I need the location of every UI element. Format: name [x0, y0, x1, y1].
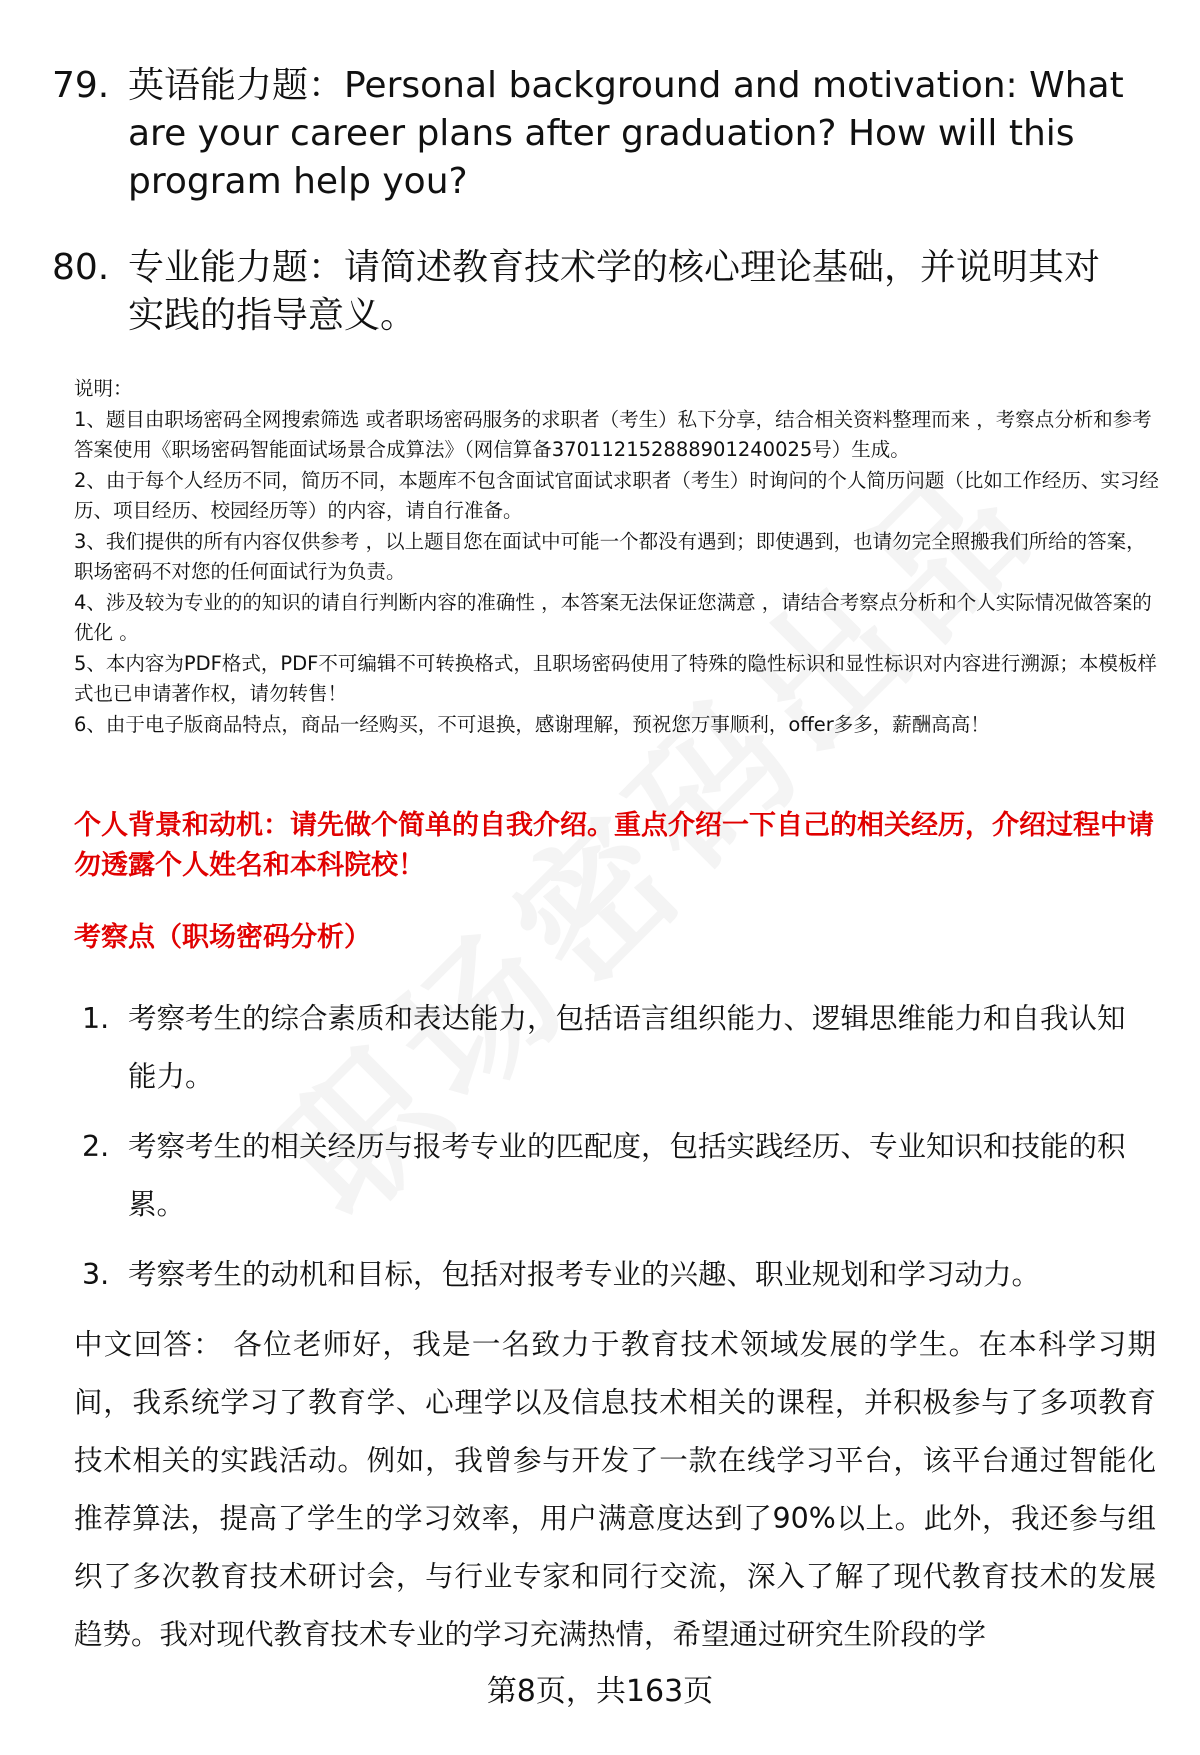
question-text: 专业能力题：请简述教育技术学的核心理论基础，并说明其对实践的指导意义。 — [128, 247, 1101, 336]
note-item: 2、由于每个人经历不同，简历不同，本题库不包含面试官面试求职者（考生）时询问的个人简历问题（比如工作经历、实习经历、项目经历、校园经历等）的内容，请自行准备。 — [74, 468, 1159, 522]
list-item — [82, 1118, 1152, 1234]
point-number: 1. — [82, 1002, 110, 1035]
notes-title: 说明： — [74, 377, 133, 400]
note-item: 1、题目由职场密码全网搜索筛选 或者职场密码服务的求职者（考生）私下分享，结合相关资料整理而来 ，考察点分析和参考答案使用《职场密码智能面试场景合成算法》（网信算备370112152888901240025号）生成。 — [74, 407, 1152, 461]
point-text: 考察考生的相关经历与报考专业的匹配度，包括实践经历、专业知识和技能的积累。 — [128, 1130, 1126, 1221]
page-number: 第8页，共163页 — [486, 1674, 714, 1709]
note-item: 3、我们提供的所有内容仅供参考 ，以上题目您在面试中可能一个都没有遇到；即使遇到，也请勿完全照搬我们所给的答案，职场密码不对您的任何面试行为负责。 — [74, 529, 1146, 583]
note-item: 5、本内容为PDF格式，PDF不可编辑不可转换格式，且职场密码使用了特殊的隐性标识和显性标识对内容进行溯源；本模板样式也已申请著作权，请勿转售！ — [74, 651, 1157, 705]
question-80 — [52, 244, 1152, 340]
question-text: 英语能力题：Personal background and motivation: What are your career plans after graduation? How will this program help you? — [128, 65, 1124, 202]
section-heading: 个人背景和动机：请先做个简单的自我介绍。重点介绍一下自己的相关经历，介绍过程中请勿透露个人姓名和本科院校！ — [74, 810, 1154, 881]
notes-block — [74, 374, 1164, 740]
point-number: 3. — [82, 1258, 110, 1291]
list-item — [82, 990, 1152, 1106]
point-text: 考察考生的动机和目标，包括对报考专业的兴趣、职业规划和学习动力。 — [128, 1258, 1041, 1291]
section-subheading: 考察点（职场密码分析） — [74, 922, 371, 953]
list-item — [82, 1246, 1152, 1304]
note-item: 4、涉及较为专业的的知识的请自行判断内容的准确性 ，本答案无法保证您满意 ，请结合考察点分析和个人实际情况做答案的优化 。 — [74, 590, 1152, 644]
point-text: 考察考生的综合素质和表达能力，包括语言组织能力、逻辑思维能力和自我认知能力。 — [128, 1002, 1126, 1093]
question-number: 80. — [52, 247, 110, 288]
point-number: 2. — [82, 1130, 110, 1163]
note-item: 6、由于电子版商品特点，商品一经购买，不可退换，感谢理解，预祝您万事顺利，offer多多，薪酬高高！ — [74, 712, 990, 736]
question-number: 79. — [52, 65, 110, 106]
answer-paragraph: 中文回答： 各位老师好，我是一名致力于教育技术领域发展的学生。在本科学习期间，我系统学习了教育学、心理学以及信息技术相关的课程，并积极参与了多项教育技术相关的实践活动。例如，我曾参与开发了一款在线学习平台，该平台通过智能化推荐算法，提高了学生的学习效率，用户满意度达到了90%以上。此外，我还参与组织了多次教育技术研讨会，与行业专家和同行交流，深入了解了现代教育技术的发展趋势。我对现代教育技术专业的学习充满热情，希望通过研究生阶段的学 — [74, 1328, 1156, 1651]
question-79 — [52, 62, 1152, 206]
assessment-points-list — [82, 990, 1152, 1316]
